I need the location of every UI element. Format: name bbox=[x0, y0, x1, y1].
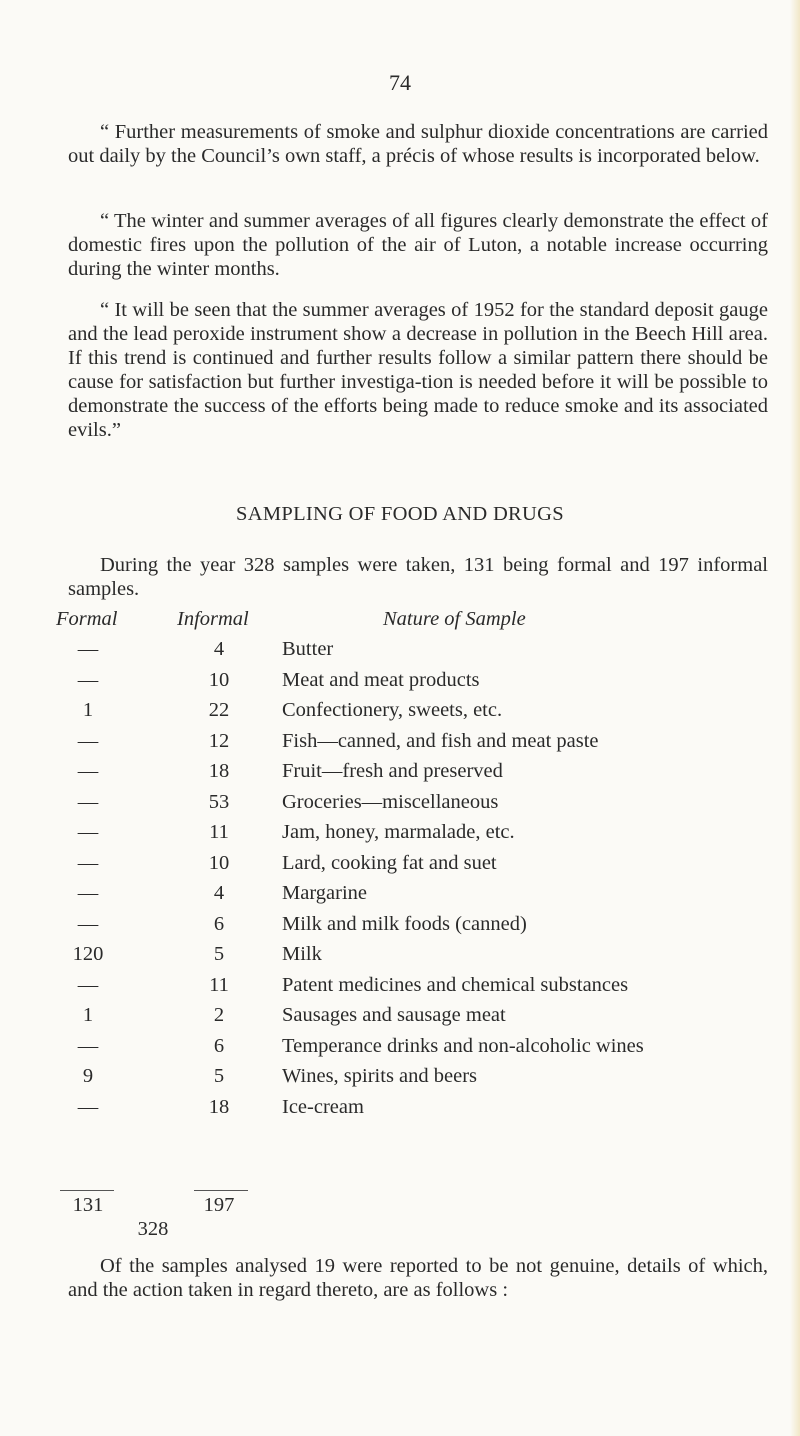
informal-total-rule bbox=[194, 1190, 248, 1191]
table-row bbox=[0, 943, 800, 974]
informal-count: 5 bbox=[213, 943, 225, 965]
informal-count: 12 bbox=[208, 729, 230, 752]
section-title: SAMPLING OF FOOD AND DRUGS bbox=[236, 503, 564, 525]
informal-count: 6 bbox=[213, 1034, 225, 1057]
informal-count: 10 bbox=[208, 668, 230, 691]
formal-count: — bbox=[77, 1034, 99, 1057]
informal-count: 10 bbox=[208, 851, 230, 874]
paragraph-beech-hill: “ It will be seen that the summer averages of 1952 for the standard deposit gauge and the lead peroxide instrument show a decrease in pollution in the Beech Hill area. If this trend is continued and further results follow a similar pattern there should be cause for satisfaction but further investiga-tion is needed before it will be possible to demonstrate the success of the efforts being made to reduce smoke and its associated evils.” bbox=[68, 299, 768, 441]
table-row bbox=[0, 638, 800, 669]
informal-count: 11 bbox=[209, 973, 229, 996]
formal-count: 1 bbox=[82, 699, 94, 721]
sample-nature: Butter bbox=[282, 638, 334, 660]
formal-count: 120 bbox=[72, 943, 104, 965]
table-row bbox=[0, 1065, 800, 1096]
table-row bbox=[0, 730, 800, 761]
table-row bbox=[0, 974, 800, 1005]
sample-nature: Groceries—miscellaneous bbox=[282, 790, 499, 813]
header-formal: Formal bbox=[56, 608, 118, 630]
formal-count: — bbox=[77, 912, 99, 935]
table-row bbox=[0, 913, 800, 944]
informal-count: 5 bbox=[213, 1065, 225, 1087]
sample-nature: Ice-cream bbox=[282, 1095, 364, 1118]
table-row bbox=[0, 1004, 800, 1035]
sample-table bbox=[0, 638, 800, 1126]
sample-nature: Milk and milk foods (canned) bbox=[282, 912, 527, 935]
page-number: 74 bbox=[389, 70, 411, 95]
formal-total: 131 bbox=[72, 1194, 104, 1216]
formal-total-rule bbox=[60, 1190, 114, 1191]
formal-count: — bbox=[77, 851, 99, 874]
header-informal: Informal bbox=[177, 608, 249, 630]
table-row bbox=[0, 1035, 800, 1066]
table-row bbox=[0, 852, 800, 883]
table-row bbox=[0, 791, 800, 822]
informal-count: 6 bbox=[213, 912, 225, 935]
table-row bbox=[0, 760, 800, 791]
informal-count: 4 bbox=[213, 882, 225, 904]
formal-count: — bbox=[77, 973, 99, 996]
table-row bbox=[0, 1096, 800, 1127]
informal-count: 22 bbox=[208, 699, 230, 721]
informal-count: 2 bbox=[213, 1004, 225, 1026]
sample-nature: Temperance drinks and non-alcoholic wines bbox=[282, 1034, 644, 1057]
sample-nature: Fruit—fresh and preserved bbox=[282, 760, 503, 782]
sample-nature: Milk bbox=[282, 943, 322, 965]
sample-nature: Fish—canned, and fish and meat paste bbox=[282, 729, 599, 752]
formal-count: 9 bbox=[82, 1065, 94, 1087]
sample-nature: Lard, cooking fat and suet bbox=[282, 851, 497, 874]
formal-count: — bbox=[77, 882, 99, 904]
sample-nature: Confectionery, sweets, etc. bbox=[282, 699, 503, 721]
informal-count: 11 bbox=[209, 821, 229, 843]
table-row bbox=[0, 669, 800, 700]
closing-paragraph: Of the samples analysed 19 were reported to be not genuine, details of which, and the action taken in regard thereto, are as follows : bbox=[68, 1255, 768, 1301]
informal-count: 18 bbox=[208, 760, 230, 782]
formal-count: — bbox=[77, 790, 99, 813]
sample-nature: Wines, spirits and beers bbox=[282, 1065, 478, 1087]
sample-nature: Meat and meat products bbox=[282, 668, 480, 691]
table-row bbox=[0, 821, 800, 852]
intro-paragraph: During the year 328 samples were taken, 131 being formal and 197 informal samples. bbox=[68, 554, 768, 600]
table-row bbox=[0, 882, 800, 913]
formal-count: 1 bbox=[82, 1004, 94, 1026]
sample-nature: Sausages and sausage meat bbox=[282, 1004, 506, 1026]
sample-nature: Patent medicines and chemical substances bbox=[282, 973, 629, 996]
paragraph-winter-summer: “ The winter and summer averages of all figures clearly demonstrate the effect of domestic fires upon the pollution of the air of Luton, a notable increase occurring during the winter months. bbox=[68, 210, 768, 280]
formal-count: — bbox=[77, 668, 99, 691]
formal-count: — bbox=[77, 729, 99, 752]
informal-count: 53 bbox=[208, 790, 230, 813]
formal-count: — bbox=[77, 1095, 99, 1118]
informal-count: 4 bbox=[213, 638, 225, 660]
formal-count: — bbox=[77, 638, 99, 660]
paragraph-measurements: “ Further measurements of smoke and sulphur dioxide concentrations are carried out daily by the Council’s own staff, a précis of whose results is incorporated below. bbox=[68, 121, 768, 167]
header-nature: Nature of Sample bbox=[383, 608, 526, 630]
informal-total: 197 bbox=[203, 1194, 235, 1216]
sample-nature: Margarine bbox=[282, 882, 368, 904]
informal-count: 18 bbox=[208, 1095, 230, 1118]
sample-nature: Jam, honey, marmalade, etc. bbox=[282, 821, 515, 843]
table-row bbox=[0, 699, 800, 730]
formal-count: — bbox=[77, 760, 99, 782]
formal-count: — bbox=[77, 821, 99, 843]
grand-total: 328 bbox=[137, 1218, 169, 1240]
